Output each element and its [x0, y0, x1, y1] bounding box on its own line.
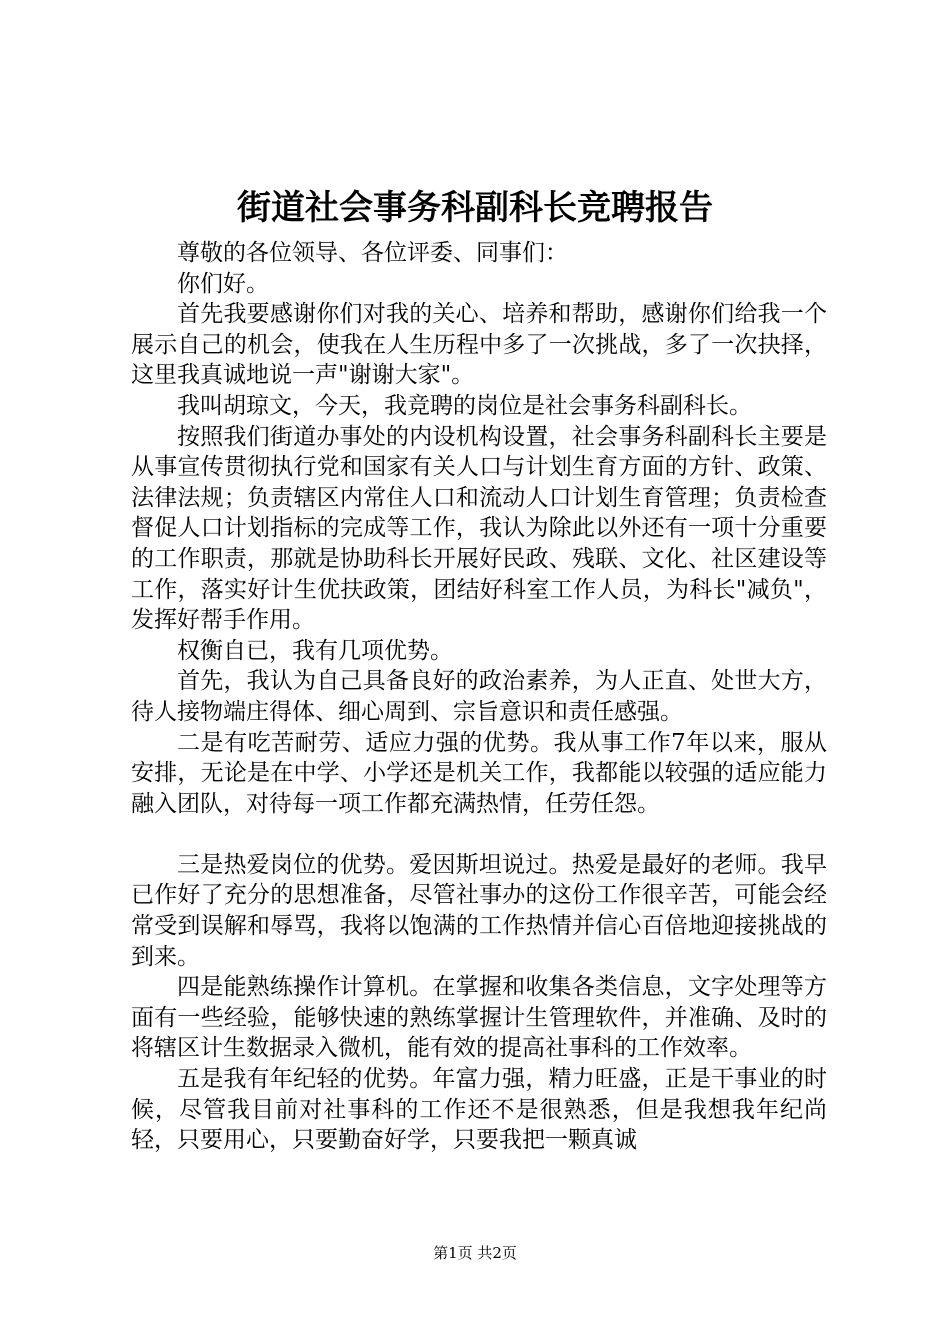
paragraph-advantage-4: 四是能熟练操作计算机。在掌握和收集各类信息，文字处理等方面有一些经验，能够快速的熟练掌握计生管理软件，并准确、及时的将辖区计生数据录入微机，能有效的提高社事科的工作效率。 — [131, 974, 827, 1062]
greeting: 你们好。 — [177, 270, 269, 297]
paragraph-advantage-5: 五是我有年纪轻的优势。年富力强，精力旺盛，正是干事业的时候，尽管我目前对社事科的工作还不是很熟悉，但是我想我年纪尚轻，只要用心，只要勤奋好学，只要我把一颗真诚 — [131, 1066, 827, 1154]
page-footer: 第1页 共2页 — [433, 1244, 517, 1262]
blank-line — [131, 819, 827, 850]
paragraph-duties: 按照我们街道办事处的内设机构设置，社会事务科副科长主要是从事宣传贯彻执行党和国家有关人口与计划生育方面的方针、政策、法律法规；负责辖区内常住人口和流动人口计划生育管理；负责检查督促人口计划指标的完成等工作，我认为除此以外还有一项十分重要的工作职责，那就是协助科长开展好民政、残联、文化、社区建设等工作，落实好计生优扶政策，团结好科室工作人员，为科长"减负"，发挥好帮手作用。 — [131, 423, 827, 634]
salutation: 尊敬的各位领导、各位评委、同事们： — [177, 240, 568, 266]
paragraph-advantages-intro: 权衡自已，我有几项优势。 — [177, 637, 453, 664]
paragraph-thanks: 首先我要感谢你们对我的关心、培养和帮助，感谢你们给我一个展示自己的机会，使我在人生历程中多了一次挑战，多了一次抉择，这里我真诚地说一声"谢谢大家"。 — [131, 301, 827, 389]
paragraph-advantage-3: 三是热爱岗位的优势。爱因斯坦说过。热爱是最好的老师。我早已作好了充分的思想准备，尽管社事办的这份工作很辛苦，可能会经常受到误解和辱骂，我将以饱满的工作热情并信心百倍地迎接挑战的到来。 — [131, 851, 827, 970]
document-body — [131, 238, 827, 1156]
document-title: 街道社会事务科副科长竞聘报告 — [237, 188, 713, 228]
paragraph-advantage-1: 首先，我认为自己具备良好的政治素养，为人正直、处世大方，待人接物端庄得体、细心周到、宗旨意识和责任感强。 — [131, 668, 827, 725]
paragraph-advantage-2: 二是有吃苦耐劳、适应力强的优势。我从事工作7年以来，服从安排，无论是在中学、小学还是机关工作，我都能以较强的适应能力融入团队，对待每一项工作都充满热情，任劳任怨。 — [131, 729, 827, 817]
paragraph-intro: 我叫胡琼文，今天，我竞聘的岗位是社会事务科副科长。 — [177, 392, 752, 419]
